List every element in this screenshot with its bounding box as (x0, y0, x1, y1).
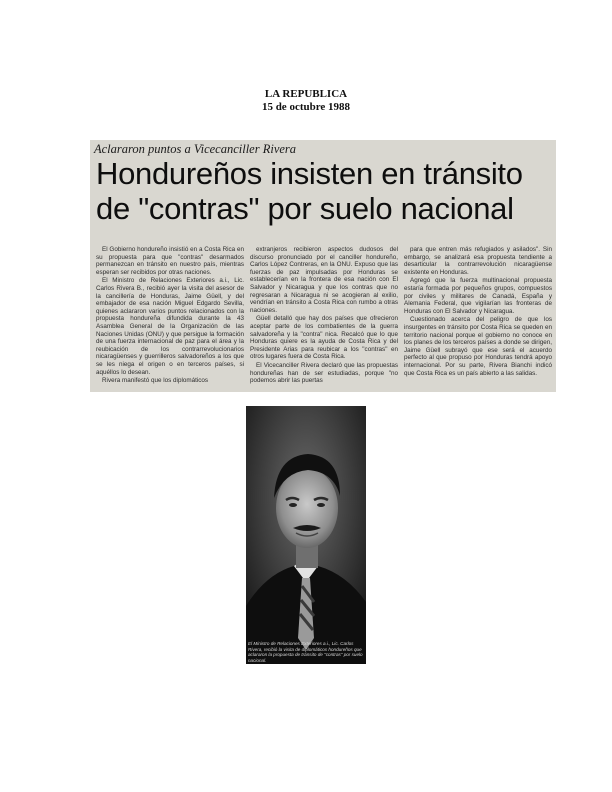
article-body (96, 246, 552, 392)
portrait-photo (246, 406, 366, 664)
paragraph: El Ministro de Relaciones Exteriores a.i., Lic. Carlos Rivera B., recibió ayer la visita del asesor de la cancillería de Honduras, Jaime Güell, y del embajador de esa nación Miguel Edgardo Sevilla, quienes aclararon varios puntos relacionados con la propuesta hondureña difundida durante la 43 Asamblea General de la Organización de las Naciones Unidas (ONU) y que persigue la formación de una fuerza internacional de paz para el área y la reubicación de los contrarrevolucionarios nicaragüenses y guerrilleros salvadoreños a los que se les niega el origen o en terceros países, si aquéllos lo desean. (96, 277, 244, 376)
article-column-3 (404, 246, 552, 392)
headline-line-1: Hondureños insisten en tránsito (96, 156, 523, 191)
publication-date: 15 de octubre 1988 (261, 101, 351, 113)
photo-caption: El Ministro de Relaciones Exteriores a.i., Lic. Carlos Rivera, recibió la visita de diplomáticos hondureños que aclararon la propuesta de tránsito de "contras" por suelo nacional. (248, 641, 363, 663)
article-headline (96, 156, 552, 226)
article-column-2 (250, 246, 398, 392)
paragraph: extranjeros recibieron aspectos dudosos del discurso pronunciado por el canciller hondureño, Carlos López Contreras, en la ONU. Expuso que las fuerzas de paz impulsadas por Honduras se establecerían en la frontera de esa nación con El Salvador y Nicaragua y que los contras que no regresaran a Nicaragua ni se acogieran al exilio, vendrían en tránsito a Costa Rica con rumbo a otras naciones. (250, 246, 398, 314)
paragraph: para que entren más refugiados y asilados". Sin embargo, se analizará esa propuesta tendiente a desarticular la contrarrevolución nicaragüense existente en Honduras. (404, 246, 552, 276)
paragraph: Güell detalló que hay dos países que ofrecieron aceptar parte de los combatientes de la guerra salvadoreña y la "contra" nica. Recalcó que lo que Honduras quiere es la ayuda de Costa Rica y del Presidente Arias para reubicar a los "contras" en otros lugares fuera de Costa Rica. (250, 315, 398, 361)
headline-line-2: de "contras" por suelo nacional (96, 191, 514, 226)
article-kicker: Aclararon puntos a Vicecanciller Rivera (94, 142, 297, 156)
portrait-image (246, 406, 366, 664)
paragraph: El Gobierno hondureño insistió en a Costa Rica en su propuesta para que "contras" desarmados permanezcan en tránsito en nuestro país, mientras esperan ser recibidos por otras naciones. (96, 246, 244, 276)
paragraph: Rivera manifestó que los diplomáticos (102, 377, 209, 385)
paragraph: Cuestionado acerca del peligro de que los insurgentes en tránsito por Costa Rica se queden en territorio nacional porque el gobierno no conoce en los planes de los terceros países a donde se dirigen, Jaime Güell subrayó que ese será el acuerdo perfecto al que propuso por Honduras tendrá apoyo internacional. Por su parte, Rivera Bianchi indicó que Costa Rica es un país abierto a las salidas. (404, 316, 552, 377)
article-column-1 (96, 246, 244, 392)
paragraph: El Vicecanciller Rivera declaró que las propuestas hondureñas han de ser estudiadas, porque "no podemos abrir las puertas (250, 361, 398, 385)
page-header (0, 88, 612, 114)
publication-name: LA REPUBLICA (264, 88, 348, 100)
newspaper-clipping (90, 140, 556, 392)
paragraph: Agregó que la fuerza multinacional propuesta estaría formada por pequeños grupos, compuestos por civiles y militares de Canadá, España y Alemania Federal, que vigilarían las fronteras de Honduras con El Salvador y Nicaragua. (404, 277, 552, 315)
